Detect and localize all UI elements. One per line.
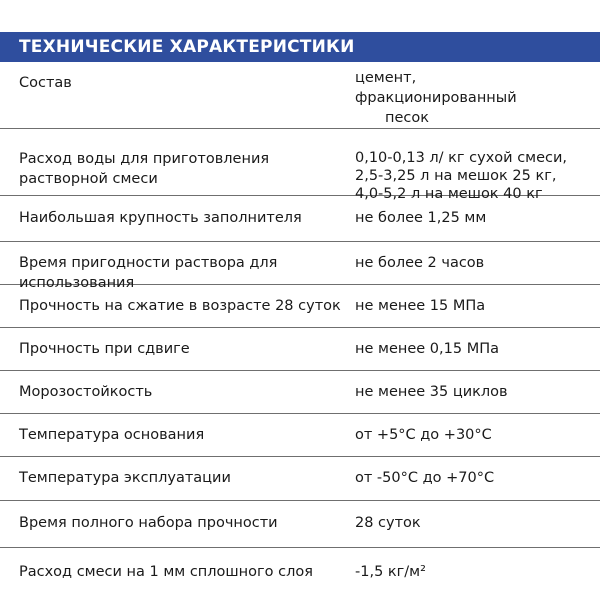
table-row bbox=[0, 62, 600, 129]
row-value-line: 4,0-5,2 л на мешок 40 кг bbox=[355, 186, 543, 202]
table-row bbox=[0, 285, 600, 328]
row-label-line: Расход воды для приготовления bbox=[19, 151, 270, 167]
table-row bbox=[0, 414, 600, 457]
row-label: Температура основания bbox=[19, 427, 205, 443]
table-row bbox=[0, 501, 600, 548]
row-value bbox=[352, 129, 580, 202]
row-value bbox=[352, 62, 580, 128]
table-row bbox=[0, 129, 600, 202]
row-label: Наибольшая крупность заполнителя bbox=[19, 210, 302, 226]
row-value: не менее 0,15 МПа bbox=[355, 341, 499, 357]
row-label-line: Состав bbox=[19, 75, 72, 91]
table-title: ТЕХНИЧЕСКИЕ ХАРАКТЕРИСТИКИ bbox=[0, 32, 600, 62]
row-label-line: растворной смеси bbox=[19, 171, 158, 187]
row-label bbox=[0, 62, 352, 128]
row-value-line: 2,5-3,25 л на мешок 25 кг, bbox=[355, 168, 557, 184]
row-value: не менее 15 МПа bbox=[355, 298, 486, 314]
table-row bbox=[0, 371, 600, 414]
row-value: не более 2 часов bbox=[355, 255, 485, 271]
row-label: Время пригодности раствора для использования bbox=[19, 255, 278, 291]
row-label: Расход смеси на 1 мм сплошного слоя bbox=[19, 564, 313, 580]
row-value: от -50°С до +70°С bbox=[355, 470, 495, 486]
row-label: Морозостойкость bbox=[19, 384, 153, 400]
row-value-line: цемент, фракционированный bbox=[355, 70, 517, 106]
table-row bbox=[0, 242, 600, 291]
row-label: Прочность на сжатие в возрасте 28 суток bbox=[19, 298, 341, 314]
table-row bbox=[0, 328, 600, 371]
row-value: -1,5 кг/м² bbox=[355, 564, 426, 580]
table-row bbox=[0, 196, 600, 242]
row-value: 28 суток bbox=[355, 515, 421, 531]
row-value: не менее 35 циклов bbox=[355, 384, 508, 400]
row-value: не более 1,25 мм bbox=[355, 210, 487, 226]
row-value: от +5°С до +30°С bbox=[355, 427, 492, 443]
row-label: Время полного набора прочности bbox=[19, 515, 278, 531]
specs-table bbox=[0, 32, 600, 592]
table-row bbox=[0, 457, 600, 501]
row-label: Температура эксплуатации bbox=[19, 470, 231, 486]
row-label bbox=[0, 129, 352, 195]
row-label: Прочность при сдвиге bbox=[19, 341, 190, 357]
row-value-line: 0,10-0,13 л/ кг сухой смеси, bbox=[355, 150, 568, 166]
table-row bbox=[0, 548, 600, 592]
row-value-line: песок bbox=[385, 110, 430, 126]
